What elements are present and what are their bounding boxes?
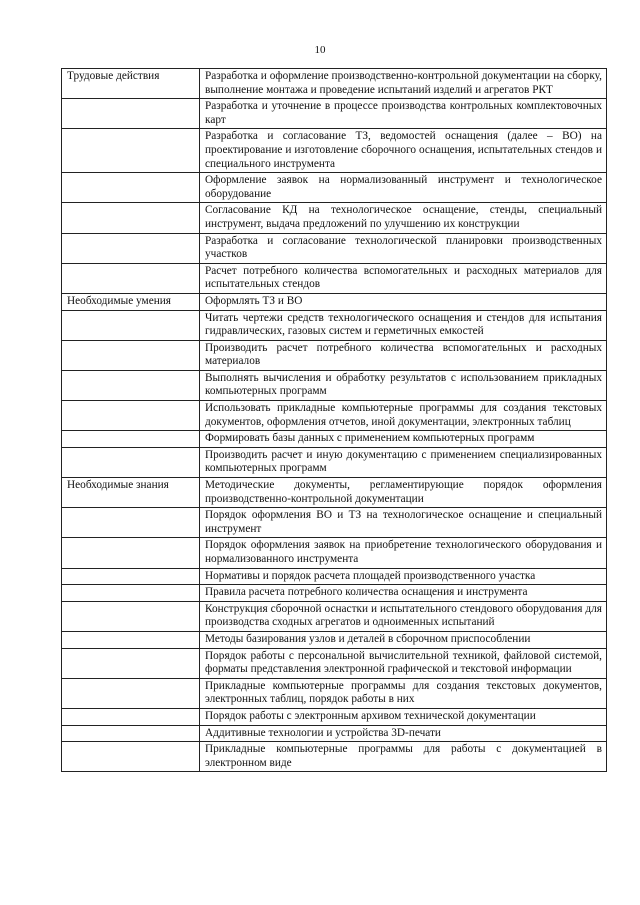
item-cell: Конструкция сборочной оснастки и испытательного стендового оборудования для производства сходных агрегатов и одноименных испытаний <box>200 601 607 631</box>
table-row <box>62 678 607 708</box>
table-row <box>62 538 607 568</box>
section-label-continuation <box>62 263 200 293</box>
item-cell: Нормативы и порядок расчета площадей производственного участка <box>200 568 607 585</box>
item-cell: Разработка и оформление производственно-контрольной документации на сборку, выполнение монтажа и проведение испытаний изделий и агрегатов РКТ <box>200 69 607 99</box>
item-cell: Производить расчет потребного количества вспомогательных и расходных материалов <box>200 340 607 370</box>
section-label: Необходимые знания <box>62 478 200 508</box>
section-label-continuation <box>62 370 200 400</box>
item-cell: Оформлять ТЗ и ВО <box>200 293 607 310</box>
table-row <box>62 648 607 678</box>
item-cell: Оформление заявок на нормализованный инструмент и технологическое оборудование <box>200 173 607 203</box>
table-row <box>62 99 607 129</box>
table-row <box>62 233 607 263</box>
section-label-continuation <box>62 631 200 648</box>
section-label-continuation <box>62 447 200 477</box>
section-label-continuation <box>62 508 200 538</box>
item-cell: Прикладные компьютерные программы для работы с документацией в электронном виде <box>200 742 607 772</box>
section-label: Необходимые умения <box>62 293 200 310</box>
item-cell: Согласование КД на технологическое оснащение, стенды, специальный инструмент, выдача предложений по улучшению их конструкции <box>200 203 607 233</box>
item-cell: Методические документы, регламентирующие порядок оформления производственно-контрольной документации <box>200 478 607 508</box>
item-cell: Читать чертежи средств технологического оснащения и стендов для испытания гидравлических, газовых систем и герметичных емкостей <box>200 310 607 340</box>
section-label: Трудовые действия <box>62 69 200 99</box>
table-row <box>62 263 607 293</box>
qualification-table <box>61 68 607 772</box>
section-label-continuation <box>62 678 200 708</box>
item-cell: Аддитивные технологии и устройства 3D-печати <box>200 725 607 742</box>
section-label-continuation <box>62 233 200 263</box>
item-cell: Разработка и согласование ТЗ, ведомостей оснащения (далее – ВО) на проектирование и изготовление сборочного оснащения, испытательных стендов и специального инструмента <box>200 129 607 173</box>
table-row <box>62 508 607 538</box>
table-row <box>62 631 607 648</box>
section-label-continuation <box>62 129 200 173</box>
item-cell: Использовать прикладные компьютерные программы для создания текстовых документов, оформления отчетов, иной документации, электронных таблиц <box>200 401 607 431</box>
table-row <box>62 340 607 370</box>
table-row <box>62 69 607 99</box>
section-label-continuation <box>62 310 200 340</box>
table-row <box>62 568 607 585</box>
table-row <box>62 129 607 173</box>
section-label-continuation <box>62 601 200 631</box>
item-cell: Разработка и уточнение в процессе производства контрольных комплектовочных карт <box>200 99 607 129</box>
section-label-continuation <box>62 538 200 568</box>
item-cell: Производить расчет и иную документацию с применением специализированных компьютерных программ <box>200 447 607 477</box>
item-cell: Разработка и согласование технологической планировки производственных участков <box>200 233 607 263</box>
section-label-continuation <box>62 725 200 742</box>
item-cell: Правила расчета потребного количества оснащения и инструмента <box>200 585 607 602</box>
section-label-continuation <box>62 585 200 602</box>
section-label-continuation <box>62 648 200 678</box>
table-row <box>62 601 607 631</box>
section-label-continuation <box>62 708 200 725</box>
page-number: 10 <box>314 44 326 56</box>
section-label-continuation <box>62 99 200 129</box>
item-cell: Порядок работы с электронным архивом технической документации <box>200 708 607 725</box>
table-row <box>62 310 607 340</box>
section-label-continuation <box>62 401 200 431</box>
item-cell: Выполнять вычисления и обработку результатов с использованием прикладных компьютерных программ <box>200 370 607 400</box>
table-row <box>62 293 607 310</box>
table-row <box>62 447 607 477</box>
table-row <box>62 585 607 602</box>
section-label-continuation <box>62 173 200 203</box>
table-row <box>62 742 607 772</box>
table-row <box>62 725 607 742</box>
item-cell: Методы базирования узлов и деталей в сборочном приспособлении <box>200 631 607 648</box>
item-cell: Порядок оформления ВО и ТЗ на технологическое оснащение и специальный инструмент <box>200 508 607 538</box>
table-row <box>62 173 607 203</box>
item-cell: Порядок оформления заявок на приобретение технологического оборудования и нормализованного инструмента <box>200 538 607 568</box>
table-row <box>62 370 607 400</box>
table-row <box>62 478 607 508</box>
table-row <box>62 708 607 725</box>
table-row <box>62 431 607 448</box>
table-body <box>62 69 607 772</box>
section-label-continuation <box>62 340 200 370</box>
section-label-continuation <box>62 431 200 448</box>
table-row <box>62 203 607 233</box>
item-cell: Формировать базы данных с применением компьютерных программ <box>200 431 607 448</box>
table-row <box>62 401 607 431</box>
item-cell: Порядок работы с персональной вычислительной техникой, файловой системой, форматы представления электронной графической и текстовой информации <box>200 648 607 678</box>
section-label-continuation <box>62 742 200 772</box>
section-label-continuation <box>62 203 200 233</box>
section-label-continuation <box>62 568 200 585</box>
item-cell: Расчет потребного количества вспомогательных и расходных материалов для испытательных стендов <box>200 263 607 293</box>
item-cell: Прикладные компьютерные программы для создания текстовых документов, электронных таблиц, порядок работы в них <box>200 678 607 708</box>
